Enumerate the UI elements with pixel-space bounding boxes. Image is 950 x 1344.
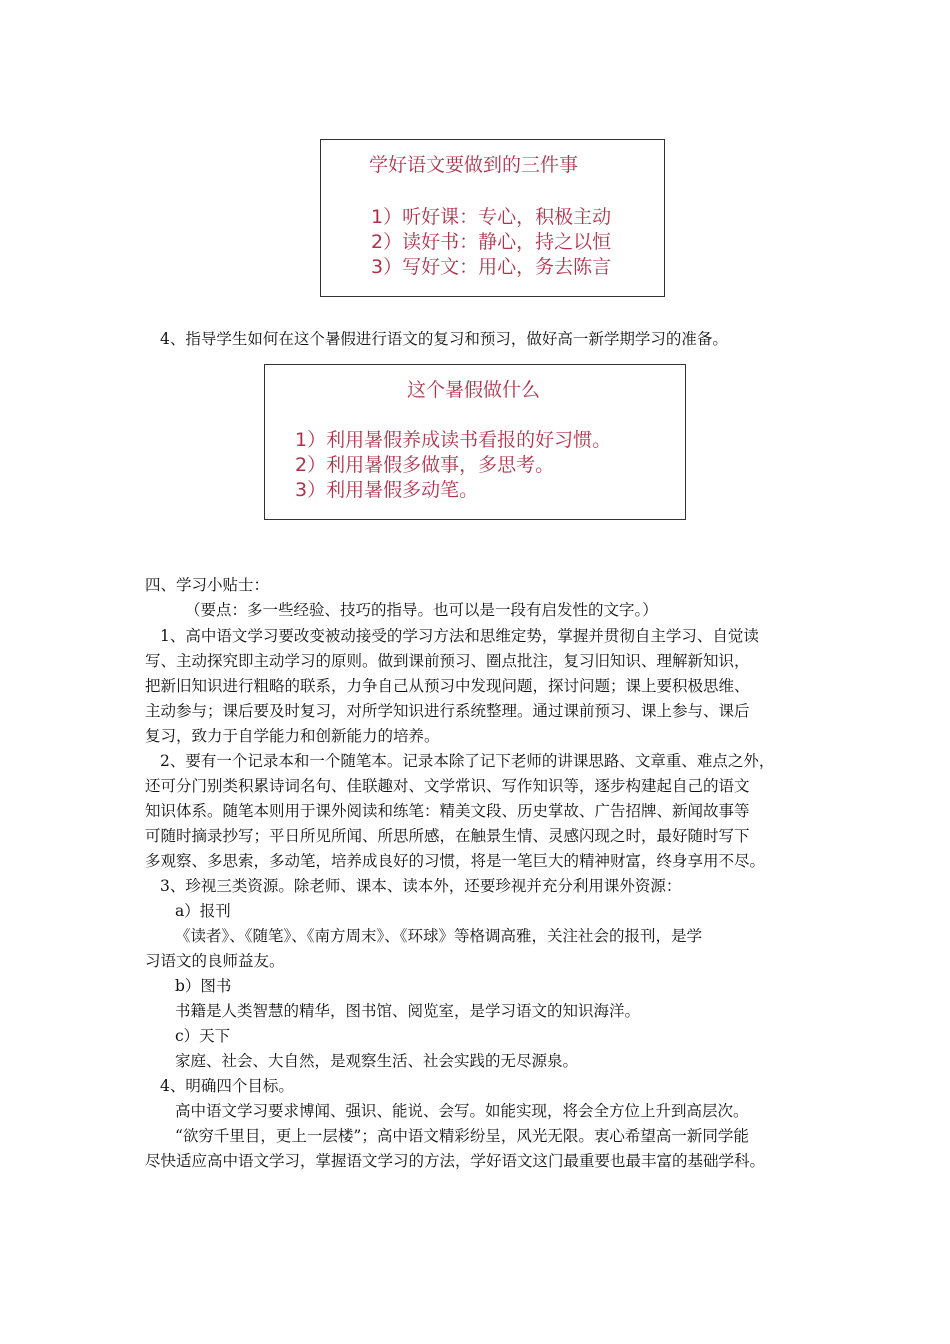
box-title: 这个暑假做什么 xyxy=(407,379,541,401)
box-item: 1）利用暑假养成读书看报的好习惯。 xyxy=(295,429,612,451)
paragraph-line: 写、主动探究即主动学习的原则。做到课前预习、圈点批注，复习旧知识、理解新知识， xyxy=(145,652,750,670)
paragraph-line: 多观察、多思索，多动笔，培养成良好的习惯，将是一笔巨大的精神财富，终身享用不尽。 xyxy=(145,852,766,870)
box-item: 3）写好文：用心，务去陈言 xyxy=(371,256,612,278)
paragraph-line: 2、要有一个记录本和一个随笔本。记录本除了记下老师的讲课思路、文章重、难点之外， xyxy=(160,752,775,770)
paragraph-line: 4、明确四个目标。 xyxy=(160,1077,294,1095)
paragraph-line: 习语文的良师益友。 xyxy=(145,952,285,970)
resource-label: a）报刊 xyxy=(175,902,231,920)
section-heading: 四、学习小贴士： xyxy=(145,576,270,594)
paragraph-line: 还可分门别类积累诗词名句、佳联趣对、文学常识、写作知识等，逐步构建起自己的语文 xyxy=(145,777,750,795)
three-things-box xyxy=(320,139,665,297)
section-note: （要点：多一些经验、技巧的指导。也可以是一段有启发性的文字。） xyxy=(185,601,658,619)
paragraph-line: 《读者》、《随笔》、《南方周末》、《环球》等格调高雅，关注社会的报刊，是学 xyxy=(175,927,703,945)
box-item: 2）利用暑假多做事，多思考。 xyxy=(295,454,555,476)
resource-label: b）图书 xyxy=(175,977,232,995)
paragraph-line: “欲穷千里目，更上一层楼”；高中语文精彩纷呈，风光无限。衷心希望高一新同学能 xyxy=(175,1127,749,1145)
resource-label: c）天下 xyxy=(175,1027,231,1045)
paragraph-line: 3、珍视三类资源。除老师、课本、读本外，还要珍视并充分利用课外资源： xyxy=(160,877,682,895)
box-item: 2）读好书：静心，持之以恒 xyxy=(371,231,612,253)
paragraph-line: 1、高中语文学习要改变被动接受的学习方法和思维定势，掌握并贯彻自主学习、自觉读 xyxy=(160,627,759,645)
box-item: 1）听好课：专心，积极主动 xyxy=(371,206,612,228)
paragraph-line: 复习，致力于自学能力和创新能力的培养。 xyxy=(145,727,440,745)
step-4-text: 4、指导学生如何在这个暑假进行语文的复习和预习，做好高一新学期学习的准备。 xyxy=(160,330,728,348)
paragraph-line: 尽快适应高中语文学习，掌握语文学习的方法，学好语文这门最重要也最丰富的基础学科。 xyxy=(145,1152,766,1170)
paragraph-line: 书籍是人类智慧的精华，图书馆、阅览室，是学习语文的知识海洋。 xyxy=(175,1002,641,1020)
summer-plan-box xyxy=(264,364,686,520)
paragraph-line: 知识体系。随笔本则用于课外阅读和练笔：精美文段、历史掌故、广告招牌、新闻故事等 xyxy=(145,802,750,820)
paragraph-line: 把新旧知识进行粗略的联系，力争自己从预习中发现问题，探讨问题；课上要积极思维、 xyxy=(145,677,750,695)
paragraph-line: 可随时摘录抄写；平日所见所闻、所思所感，在触景生情、灵感闪现之时，最好随时写下 xyxy=(145,827,750,845)
paragraph-line: 主动参与；课后要及时复习，对所学知识进行系统整理。通过课前预习、课上参与、课后 xyxy=(145,702,750,720)
box-title: 学好语文要做到的三件事 xyxy=(369,154,579,176)
paragraph-line: 家庭、社会、大自然，是观察生活、社会实践的无尽源泉。 xyxy=(175,1052,579,1070)
paragraph-line: 高中语文学习要求博闻、强识、能说、会写。如能实现，将会全方位上升到高层次。 xyxy=(175,1102,749,1120)
box-item: 3）利用暑假多动笔。 xyxy=(295,479,479,501)
